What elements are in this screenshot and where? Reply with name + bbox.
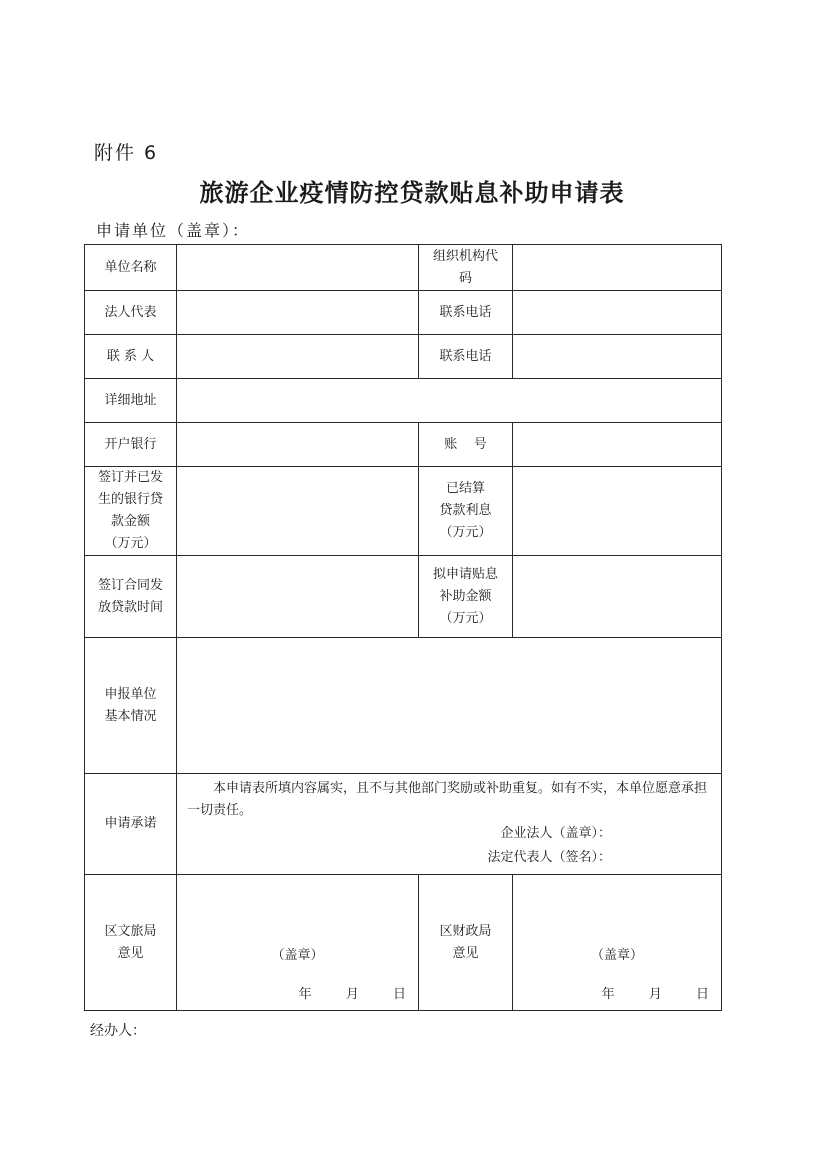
application-form-table [84, 244, 722, 1011]
settled-interest-field[interactable] [513, 467, 722, 556]
basic-info-label: 申报单位 基本情况 [85, 638, 177, 774]
row-bank [85, 423, 722, 467]
legal-rep-field[interactable] [177, 291, 419, 335]
contract-time-label: 签订合同发 放贷款时间 [85, 556, 177, 638]
row-contract [85, 556, 722, 638]
org-code-label: 组织机构代 码 [419, 245, 513, 291]
contact-field[interactable] [177, 335, 419, 379]
seal-label-1: （盖章） [271, 948, 324, 963]
legal-rep-signature: 法定代表人（签名）： [487, 850, 611, 865]
form-title: 旅游企业疫情防控贷款贴息补助申请表 [199, 178, 625, 207]
seal-label-2: （盖章） [590, 948, 643, 963]
row-loan [85, 467, 722, 556]
address-label: 详细地址 [85, 379, 177, 423]
loan-amount-label: 签订并已发 生的银行贷 款金额 （万元） [85, 467, 177, 556]
phone-field-2[interactable] [513, 335, 722, 379]
proposed-subsidy-field[interactable] [513, 556, 722, 638]
culture-bureau-label: 区文旅局 意见 [85, 875, 177, 1011]
legal-rep-label: 法人代表 [85, 291, 177, 335]
date-month-2: 月 [648, 987, 662, 1002]
date-year-2: 年 [601, 987, 615, 1002]
handler-label: 经办人： [90, 1023, 146, 1039]
bank-label: 开户银行 [85, 423, 177, 467]
attachment-label: 附件 6 [94, 142, 159, 164]
account-field[interactable] [513, 423, 722, 467]
loan-amount-field[interactable] [177, 467, 419, 556]
address-field[interactable] [177, 379, 722, 423]
commitment-label: 申请承诺 [85, 774, 177, 875]
culture-bureau-opinion[interactable] [177, 875, 419, 1011]
applicant-unit-label: 申请单位（盖章）： [96, 221, 251, 240]
org-code-field[interactable] [513, 245, 722, 291]
row-opinions [85, 875, 722, 1011]
date-year-1: 年 [298, 987, 312, 1002]
date-day-1: 日 [392, 987, 406, 1002]
row-legal-rep [85, 291, 722, 335]
date-month-1: 月 [345, 987, 359, 1002]
unit-name-label: 单位名称 [85, 245, 177, 291]
row-commitment [85, 774, 722, 875]
phone-field-1[interactable] [513, 291, 722, 335]
contact-label: 联 系 人 [85, 335, 177, 379]
phone-label-1: 联系电话 [419, 291, 513, 335]
row-basic-info [85, 638, 722, 774]
basic-info-field[interactable] [177, 638, 722, 774]
date-day-2: 日 [695, 987, 709, 1002]
settled-interest-label: 已结算 贷款利息 （万元） [419, 467, 513, 556]
row-contact [85, 335, 722, 379]
date-line-1 [269, 984, 406, 1006]
account-label: 账 号 [419, 423, 513, 467]
row-unit-name [85, 245, 722, 291]
contract-time-field[interactable] [177, 556, 419, 638]
phone-label-2: 联系电话 [419, 335, 513, 379]
bank-field[interactable] [177, 423, 419, 467]
proposed-subsidy-label: 拟申请贴息 补助金额 （万元） [419, 556, 513, 638]
commitment-cell [177, 774, 722, 875]
corp-legal-sign: 企业法人（盖章）： [500, 826, 611, 841]
finance-bureau-opinion[interactable] [513, 875, 722, 1011]
row-address [85, 379, 722, 423]
finance-bureau-label: 区财政局 意见 [419, 875, 513, 1011]
date-line-2 [572, 984, 709, 1006]
unit-name-field[interactable] [177, 245, 419, 291]
commitment-text: 本申请表所填内容属实，且不与其他部门奖励或补助重复。如有不实，本单位愿意承担一切责任。 [187, 781, 708, 818]
